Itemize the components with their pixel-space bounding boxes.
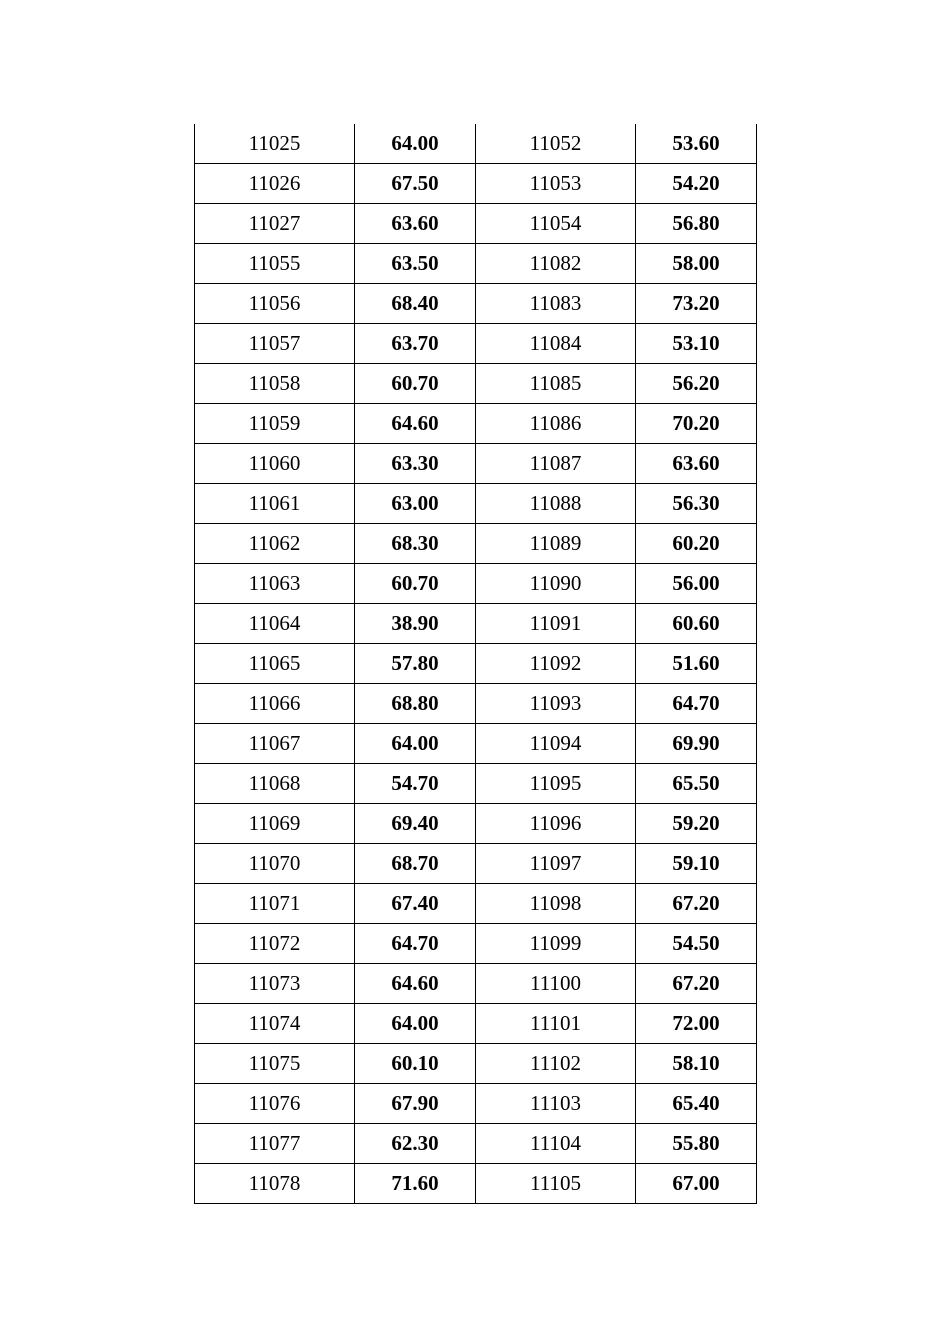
candidate-id-cell: 11054 xyxy=(476,204,636,244)
table-row xyxy=(195,1164,757,1204)
candidate-id-cell: 11073 xyxy=(195,964,355,1004)
score-cell: 60.60 xyxy=(636,604,757,644)
score-cell: 67.00 xyxy=(636,1164,757,1204)
score-cell: 56.20 xyxy=(636,364,757,404)
score-cell: 60.20 xyxy=(636,524,757,564)
score-cell: 56.80 xyxy=(636,204,757,244)
candidate-id-cell: 11089 xyxy=(476,524,636,564)
candidate-id-cell: 11053 xyxy=(476,164,636,204)
candidate-id-cell: 11083 xyxy=(476,284,636,324)
score-cell: 63.60 xyxy=(636,444,757,484)
candidate-id-cell: 11093 xyxy=(476,684,636,724)
candidate-id-cell: 11103 xyxy=(476,1084,636,1124)
score-cell: 73.20 xyxy=(636,284,757,324)
candidate-id-cell: 11104 xyxy=(476,1124,636,1164)
candidate-id-cell: 11091 xyxy=(476,604,636,644)
score-cell: 54.50 xyxy=(636,924,757,964)
candidate-id-cell: 11076 xyxy=(195,1084,355,1124)
table-row xyxy=(195,804,757,844)
candidate-id-cell: 11082 xyxy=(476,244,636,284)
score-cell: 51.60 xyxy=(636,644,757,684)
table-row xyxy=(195,844,757,884)
candidate-id-cell: 11066 xyxy=(195,684,355,724)
table-row xyxy=(195,284,757,324)
candidate-id-cell: 11105 xyxy=(476,1164,636,1204)
candidate-id-cell: 11095 xyxy=(476,764,636,804)
score-cell: 64.60 xyxy=(355,964,476,1004)
candidate-id-cell: 11061 xyxy=(195,484,355,524)
table-row xyxy=(195,524,757,564)
table-row xyxy=(195,404,757,444)
score-cell: 69.90 xyxy=(636,724,757,764)
candidate-id-cell: 11056 xyxy=(195,284,355,324)
score-cell: 67.20 xyxy=(636,964,757,1004)
candidate-id-cell: 11087 xyxy=(476,444,636,484)
score-cell: 64.60 xyxy=(355,404,476,444)
table-row xyxy=(195,124,757,164)
candidate-id-cell: 11072 xyxy=(195,924,355,964)
candidate-id-cell: 11085 xyxy=(476,364,636,404)
score-cell: 38.90 xyxy=(355,604,476,644)
score-cell: 53.10 xyxy=(636,324,757,364)
score-cell: 65.40 xyxy=(636,1084,757,1124)
score-table-body xyxy=(195,124,757,1204)
score-cell: 68.80 xyxy=(355,684,476,724)
score-cell: 68.70 xyxy=(355,844,476,884)
candidate-id-cell: 11077 xyxy=(195,1124,355,1164)
candidate-id-cell: 11065 xyxy=(195,644,355,684)
score-cell: 64.00 xyxy=(355,124,476,164)
table-row xyxy=(195,1084,757,1124)
score-cell: 67.40 xyxy=(355,884,476,924)
candidate-id-cell: 11088 xyxy=(476,484,636,524)
table-row xyxy=(195,564,757,604)
score-cell: 65.50 xyxy=(636,764,757,804)
table-row xyxy=(195,364,757,404)
table-row xyxy=(195,684,757,724)
score-cell: 57.80 xyxy=(355,644,476,684)
candidate-id-cell: 11062 xyxy=(195,524,355,564)
table-row xyxy=(195,604,757,644)
score-cell: 58.10 xyxy=(636,1044,757,1084)
score-cell: 54.20 xyxy=(636,164,757,204)
score-cell: 59.20 xyxy=(636,804,757,844)
table-row xyxy=(195,1124,757,1164)
candidate-id-cell: 11025 xyxy=(195,124,355,164)
score-cell: 63.30 xyxy=(355,444,476,484)
score-cell: 64.00 xyxy=(355,724,476,764)
score-cell: 71.60 xyxy=(355,1164,476,1204)
candidate-id-cell: 11060 xyxy=(195,444,355,484)
score-cell: 69.40 xyxy=(355,804,476,844)
table-row xyxy=(195,484,757,524)
candidate-id-cell: 11100 xyxy=(476,964,636,1004)
candidate-id-cell: 11057 xyxy=(195,324,355,364)
candidate-id-cell: 11094 xyxy=(476,724,636,764)
candidate-id-cell: 11086 xyxy=(476,404,636,444)
table-row xyxy=(195,644,757,684)
candidate-id-cell: 11101 xyxy=(476,1004,636,1044)
candidate-id-cell: 11027 xyxy=(195,204,355,244)
candidate-id-cell: 11098 xyxy=(476,884,636,924)
candidate-id-cell: 11071 xyxy=(195,884,355,924)
candidate-id-cell: 11097 xyxy=(476,844,636,884)
table-row xyxy=(195,1044,757,1084)
score-cell: 64.70 xyxy=(636,684,757,724)
score-cell: 63.50 xyxy=(355,244,476,284)
table-row xyxy=(195,204,757,244)
candidate-id-cell: 11026 xyxy=(195,164,355,204)
score-cell: 64.00 xyxy=(355,1004,476,1044)
candidate-id-cell: 11067 xyxy=(195,724,355,764)
candidate-id-cell: 11064 xyxy=(195,604,355,644)
table-row xyxy=(195,244,757,284)
candidate-id-cell: 11059 xyxy=(195,404,355,444)
score-cell: 70.20 xyxy=(636,404,757,444)
score-cell: 68.40 xyxy=(355,284,476,324)
table-row xyxy=(195,724,757,764)
table-row xyxy=(195,164,757,204)
candidate-id-cell: 11090 xyxy=(476,564,636,604)
candidate-id-cell: 11055 xyxy=(195,244,355,284)
candidate-id-cell: 11084 xyxy=(476,324,636,364)
table-row xyxy=(195,764,757,804)
score-cell: 56.30 xyxy=(636,484,757,524)
candidate-id-cell: 11058 xyxy=(195,364,355,404)
candidate-id-cell: 11063 xyxy=(195,564,355,604)
score-cell: 54.70 xyxy=(355,764,476,804)
candidate-id-cell: 11092 xyxy=(476,644,636,684)
score-cell: 68.30 xyxy=(355,524,476,564)
score-cell: 59.10 xyxy=(636,844,757,884)
candidate-id-cell: 11069 xyxy=(195,804,355,844)
score-cell: 60.10 xyxy=(355,1044,476,1084)
candidate-id-cell: 11102 xyxy=(476,1044,636,1084)
score-cell: 64.70 xyxy=(355,924,476,964)
table-row xyxy=(195,964,757,1004)
score-cell: 67.20 xyxy=(636,884,757,924)
score-table xyxy=(194,124,757,1204)
score-cell: 62.30 xyxy=(355,1124,476,1164)
score-cell: 60.70 xyxy=(355,564,476,604)
score-cell: 67.50 xyxy=(355,164,476,204)
table-row xyxy=(195,324,757,364)
candidate-id-cell: 11074 xyxy=(195,1004,355,1044)
candidate-id-cell: 11075 xyxy=(195,1044,355,1084)
score-cell: 63.70 xyxy=(355,324,476,364)
candidate-id-cell: 11052 xyxy=(476,124,636,164)
score-cell: 67.90 xyxy=(355,1084,476,1124)
table-row xyxy=(195,444,757,484)
candidate-id-cell: 11096 xyxy=(476,804,636,844)
candidate-id-cell: 11070 xyxy=(195,844,355,884)
score-cell: 53.60 xyxy=(636,124,757,164)
score-cell: 55.80 xyxy=(636,1124,757,1164)
candidate-id-cell: 11078 xyxy=(195,1164,355,1204)
score-cell: 60.70 xyxy=(355,364,476,404)
table-row xyxy=(195,884,757,924)
score-cell: 63.00 xyxy=(355,484,476,524)
candidate-id-cell: 11068 xyxy=(195,764,355,804)
score-cell: 72.00 xyxy=(636,1004,757,1044)
candidate-id-cell: 11099 xyxy=(476,924,636,964)
table-row xyxy=(195,924,757,964)
table-row xyxy=(195,1004,757,1044)
score-cell: 63.60 xyxy=(355,204,476,244)
score-cell: 56.00 xyxy=(636,564,757,604)
score-cell: 58.00 xyxy=(636,244,757,284)
